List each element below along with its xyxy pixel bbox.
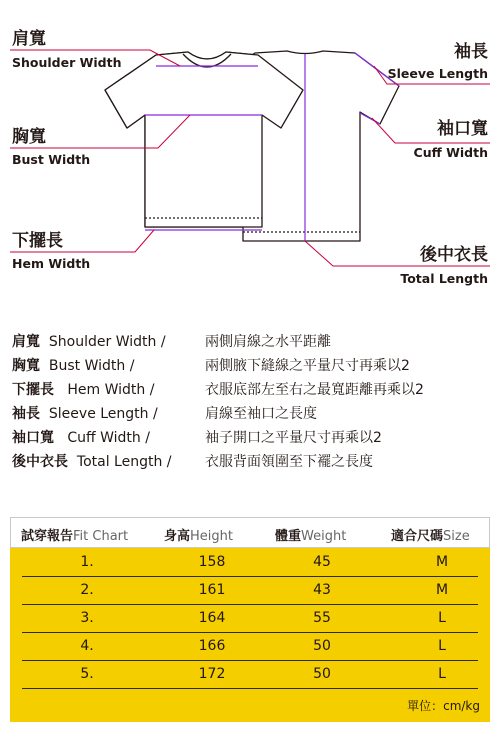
table-row bbox=[22, 660, 478, 689]
label-cuff-en: Cuff Width bbox=[413, 145, 488, 160]
row-number: 2. bbox=[80, 582, 94, 598]
definition-desc: 兩側腋下縫線之平量尺寸再乘以2 bbox=[205, 358, 410, 374]
label-sleeve-en: Sleeve Length bbox=[387, 66, 488, 81]
definition-term-zh: 袖長 bbox=[12, 406, 40, 422]
definition-term-en: Hem Width / bbox=[67, 382, 155, 398]
definition-row bbox=[12, 403, 492, 425]
fit-chart bbox=[10, 517, 490, 722]
row-number: 4. bbox=[80, 638, 94, 654]
label-hem-zh: 下擺長 bbox=[12, 231, 63, 251]
row-size: M bbox=[435, 582, 449, 598]
row-height: 164 bbox=[198, 610, 226, 626]
row-number: 5. bbox=[80, 666, 94, 682]
definition-row bbox=[12, 379, 492, 401]
definition-row bbox=[12, 451, 492, 473]
table-row bbox=[22, 576, 478, 605]
row-height: 158 bbox=[198, 554, 226, 570]
definition-desc: 肩線至袖口之長度 bbox=[205, 406, 317, 422]
row-height: 172 bbox=[198, 666, 226, 682]
label-shoulder-en: Shoulder Width bbox=[12, 55, 122, 70]
row-height: 166 bbox=[198, 638, 226, 654]
definition-term-zh: 後中衣長 bbox=[12, 454, 68, 470]
header-weight: 體重Weight bbox=[275, 529, 347, 544]
label-hem-en: Hem Width bbox=[12, 256, 91, 271]
definition-desc: 袖子開口之平量尺寸再乘以2 bbox=[205, 430, 382, 446]
row-size: L bbox=[438, 666, 446, 682]
label-shoulder-zh: 肩寬 bbox=[12, 29, 46, 49]
table-row bbox=[22, 632, 478, 661]
label-cuff-zh: 袖口寬 bbox=[437, 119, 488, 139]
row-number: 3. bbox=[80, 610, 94, 626]
definition-term-zh: 胸寬 bbox=[12, 358, 40, 374]
row-size: L bbox=[438, 610, 446, 626]
row-weight: 43 bbox=[313, 582, 331, 598]
header-height: 身高Height bbox=[164, 529, 233, 544]
row-height: 161 bbox=[198, 582, 226, 598]
definition-row bbox=[12, 427, 492, 449]
header-size: 適合尺碼Size bbox=[391, 529, 470, 544]
row-size: M bbox=[435, 554, 449, 570]
label-sleeve-zh: 袖長 bbox=[454, 42, 488, 62]
definition-desc: 兩側肩線之水平距離 bbox=[205, 334, 331, 350]
definition-row bbox=[12, 331, 492, 353]
label-total-en: Total Length bbox=[400, 271, 488, 286]
label-total-zh: 後中衣長 bbox=[420, 245, 488, 265]
label-bust-en: Bust Width bbox=[12, 152, 91, 167]
fit-chart-header bbox=[10, 517, 490, 548]
definition-term-zh: 袖口寬 bbox=[12, 430, 54, 446]
header-fit-chart: 試穿報告Fit Chart bbox=[21, 529, 129, 544]
unit-note: 單位：cm/kg bbox=[407, 699, 480, 713]
table-row bbox=[22, 604, 478, 633]
definition-term-en: Shoulder Width / bbox=[48, 334, 166, 350]
row-size: L bbox=[438, 638, 446, 654]
row-weight: 55 bbox=[313, 610, 331, 626]
definition-term-zh: 肩寬 bbox=[12, 334, 40, 350]
definition-term-en: Total Length / bbox=[76, 454, 172, 470]
definition-row bbox=[12, 355, 492, 377]
definition-term-en: Cuff Width / bbox=[67, 430, 150, 446]
row-weight: 45 bbox=[313, 554, 331, 570]
row-weight: 50 bbox=[313, 666, 331, 682]
row-weight: 50 bbox=[313, 638, 331, 654]
definition-term-en: Sleeve Length / bbox=[48, 406, 158, 422]
row-number: 1. bbox=[80, 554, 94, 570]
definition-desc: 衣服底部左至右之最寬距離再乘以2 bbox=[205, 382, 424, 398]
definition-desc: 衣服背面領圍至下襬之長度 bbox=[205, 454, 373, 470]
table-row bbox=[22, 548, 478, 577]
label-bust-zh: 胸寬 bbox=[12, 127, 46, 147]
definition-term-zh: 下擺長 bbox=[12, 382, 54, 398]
definition-term-en: Bust Width / bbox=[48, 358, 135, 374]
